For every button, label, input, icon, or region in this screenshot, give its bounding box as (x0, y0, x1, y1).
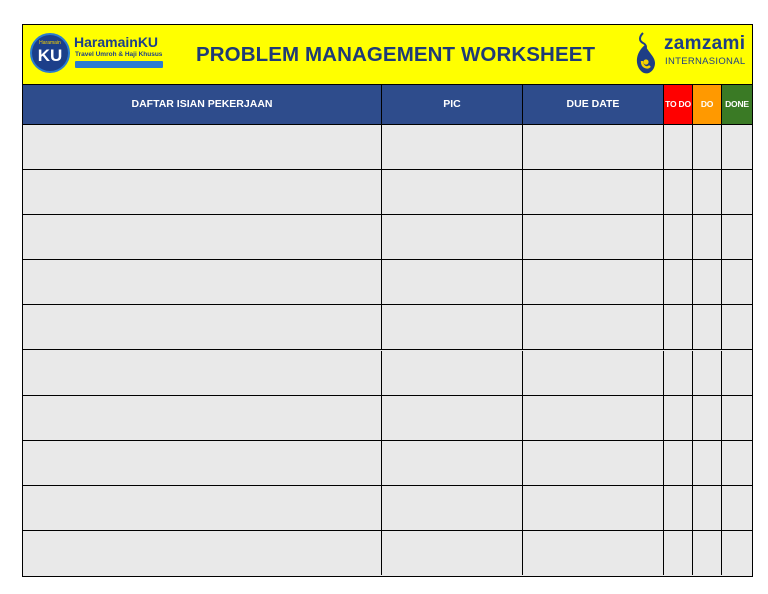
cell-daftar-isian[interactable] (23, 351, 382, 395)
cell-do[interactable] (693, 170, 722, 214)
cell-daftar-isian[interactable] (23, 396, 382, 440)
badge-ku-text: KU (37, 46, 63, 65)
cell-to-do[interactable] (664, 486, 693, 530)
haramainku-badge-icon (30, 33, 70, 73)
cell-due-date[interactable] (523, 351, 664, 395)
cell-to-do[interactable] (664, 170, 693, 214)
cell-to-do[interactable] (664, 125, 693, 169)
worksheet (22, 24, 753, 577)
cell-daftar-isian[interactable] (23, 486, 382, 530)
haramainku-brand (74, 34, 158, 50)
cell-to-do[interactable] (664, 531, 693, 575)
cell-daftar-isian[interactable] (23, 441, 382, 485)
cell-due-date[interactable] (523, 260, 664, 304)
cell-do[interactable] (693, 125, 722, 169)
cell-done[interactable] (722, 305, 752, 349)
cell-daftar-isian[interactable] (23, 170, 382, 214)
cell-due-date[interactable] (523, 125, 664, 169)
cell-daftar-isian[interactable] (23, 260, 382, 304)
haramainku-subtitle: Travel Umroh & Haji Khusus (75, 51, 163, 58)
cell-done[interactable] (722, 170, 752, 214)
zamzami-subtitle: INTERNASIONAL (665, 56, 746, 67)
cell-do[interactable] (693, 215, 722, 259)
cell-done[interactable] (722, 351, 752, 395)
column-header-done: DONE (722, 85, 752, 124)
cell-pic[interactable] (382, 170, 523, 214)
cell-do[interactable] (693, 441, 722, 485)
cell-done[interactable] (722, 531, 752, 575)
cell-to-do[interactable] (664, 396, 693, 440)
table-body (23, 125, 752, 576)
cell-do[interactable] (693, 486, 722, 530)
column-header-daftar-isian: DAFTAR ISIAN PEKERJAAN (23, 85, 382, 124)
cell-daftar-isian[interactable] (23, 305, 382, 349)
column-header-do: DO (693, 85, 722, 124)
table-header (23, 85, 752, 125)
zamzami-logo (633, 31, 749, 79)
cell-due-date[interactable] (523, 486, 664, 530)
cell-do[interactable] (693, 531, 722, 575)
cell-due-date[interactable] (523, 215, 664, 259)
cell-do[interactable] (693, 260, 722, 304)
brand-text: Haramain (74, 34, 138, 50)
table-row (23, 441, 752, 486)
cell-due-date[interactable] (523, 441, 664, 485)
cell-to-do[interactable] (664, 215, 693, 259)
cell-do[interactable] (693, 305, 722, 349)
cell-done[interactable] (722, 486, 752, 530)
cell-done[interactable] (722, 125, 752, 169)
badge-small-text: Haramain (39, 40, 61, 46)
cell-to-do[interactable] (664, 351, 693, 395)
table-row (23, 351, 752, 396)
cell-daftar-isian[interactable] (23, 531, 382, 575)
cell-pic[interactable] (382, 441, 523, 485)
table-row (23, 531, 752, 576)
table-row (23, 170, 752, 215)
cell-due-date[interactable] (523, 531, 664, 575)
brand-bold-text: KU (137, 34, 159, 50)
cell-pic[interactable] (382, 215, 523, 259)
cell-due-date[interactable] (523, 396, 664, 440)
water-drop-swirl-icon (633, 31, 657, 77)
column-header-pic: PIC (382, 85, 523, 124)
table-row (23, 305, 752, 350)
column-header-due-date: DUE DATE (523, 85, 664, 124)
cell-pic[interactable] (382, 531, 523, 575)
cell-to-do[interactable] (664, 260, 693, 304)
worksheet-header (23, 25, 752, 85)
cell-daftar-isian[interactable] (23, 215, 382, 259)
cell-to-do[interactable] (664, 441, 693, 485)
cell-done[interactable] (722, 260, 752, 304)
cell-pic[interactable] (382, 260, 523, 304)
haramainku-logo (30, 33, 170, 77)
cell-pic[interactable] (382, 305, 523, 349)
cell-do[interactable] (693, 351, 722, 395)
cell-done[interactable] (722, 396, 752, 440)
zamzami-word: zamzami (664, 33, 746, 54)
cell-pic[interactable] (382, 396, 523, 440)
table-row (23, 260, 752, 305)
cell-due-date[interactable] (523, 170, 664, 214)
cell-due-date[interactable] (523, 305, 664, 349)
cell-pic[interactable] (382, 486, 523, 530)
cell-done[interactable] (722, 215, 752, 259)
cell-daftar-isian[interactable] (23, 125, 382, 169)
cell-pic[interactable] (382, 351, 523, 395)
table-row (23, 486, 752, 531)
table-row (23, 125, 752, 170)
column-header-to-do: TO DO (664, 85, 693, 124)
cell-done[interactable] (722, 441, 752, 485)
page-title: PROBLEM MANAGEMENT WORKSHEET (196, 43, 596, 66)
table-row (23, 215, 752, 260)
cell-pic[interactable] (382, 125, 523, 169)
license-strip (75, 61, 163, 68)
cell-do[interactable] (693, 396, 722, 440)
cell-to-do[interactable] (664, 305, 693, 349)
table-row (23, 396, 752, 441)
